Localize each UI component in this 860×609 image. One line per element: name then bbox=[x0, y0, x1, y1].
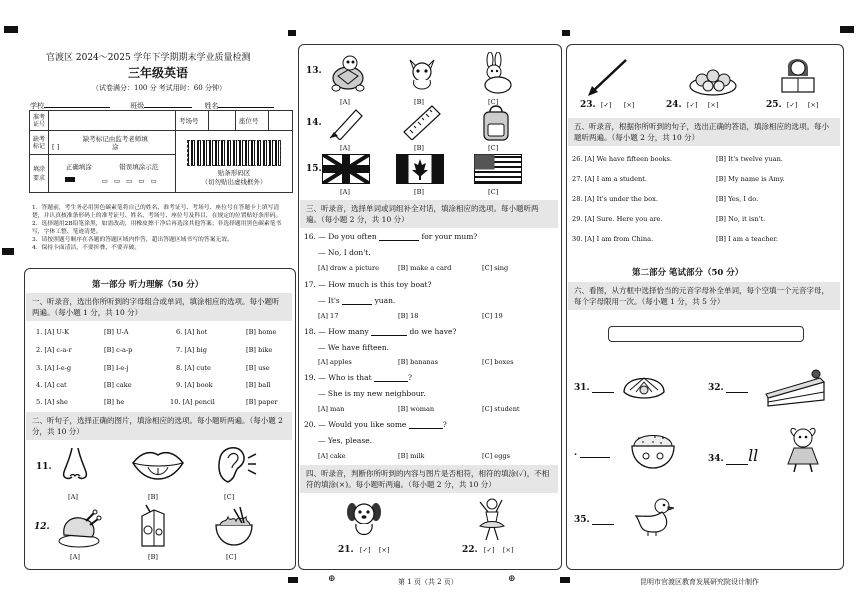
q34-blank[interactable] bbox=[726, 464, 748, 465]
ticket-boxes[interactable] bbox=[49, 111, 176, 131]
answer-blank[interactable] bbox=[379, 240, 419, 241]
correct-fill-sample bbox=[65, 177, 75, 182]
q12-option-a[interactable]: [A] bbox=[70, 553, 80, 561]
dialog-option-c[interactable]: [C] 19 bbox=[482, 312, 503, 320]
canada-flag-picture bbox=[396, 154, 444, 184]
option-b[interactable]: [B] home bbox=[246, 328, 277, 336]
q11-option-a[interactable]: [A] bbox=[68, 493, 78, 501]
option-a[interactable]: [A] pencil bbox=[182, 398, 215, 406]
q32-number: 32. bbox=[708, 383, 724, 393]
q35-number: 35. bbox=[574, 515, 590, 525]
section6-heading: 六、看图，从方框中选择恰当的元音字母补全单词，每个空填一个元音字母，每个字母限用一次。（每小题 1 分，共 5 分） bbox=[568, 282, 840, 310]
dialog-reply-end: yuan. bbox=[374, 296, 396, 305]
instructions bbox=[32, 204, 290, 252]
dialog-option-b[interactable]: [B] 18 bbox=[398, 312, 419, 320]
q25-number: 25. bbox=[766, 100, 782, 110]
pencil-picture bbox=[326, 104, 366, 140]
option-b[interactable]: [B] ball bbox=[246, 381, 271, 389]
girl-reading-picture bbox=[778, 54, 820, 96]
page-number: 第 1 页（共 2 页） bbox=[398, 578, 458, 586]
q21-number: 21. bbox=[338, 545, 354, 555]
option-b[interactable]: [B] paper bbox=[246, 398, 278, 406]
dog-picture bbox=[344, 500, 384, 540]
dialog-question: 20. — Would you like some bbox=[304, 420, 407, 429]
dialog-reply: — Yes, please. bbox=[318, 436, 373, 445]
option-a[interactable]: [A] hot bbox=[184, 328, 208, 336]
dialog-option-a[interactable]: [A] apples bbox=[318, 358, 352, 366]
duck-picture bbox=[632, 494, 676, 538]
q21-tick[interactable]: [✓] bbox=[359, 546, 371, 554]
roast-chicken-picture bbox=[56, 507, 102, 549]
option-b[interactable]: [B] U-A bbox=[104, 328, 129, 336]
brush-picture bbox=[586, 56, 630, 96]
section4-heading: 四、听录音，判断你所听到的内容与图片是否相符，相符的填涂(✓)，不相符的填涂(×)。每小题听两遍。（每小题 2 分，共 10 分） bbox=[300, 465, 558, 493]
q-number: 10. bbox=[170, 398, 181, 406]
answer-blank[interactable] bbox=[409, 428, 443, 429]
dialog-option-c[interactable]: [C] eggs bbox=[482, 452, 511, 460]
ruler-picture bbox=[402, 104, 442, 140]
q33-blank[interactable] bbox=[580, 457, 610, 458]
q-number: 6. bbox=[176, 328, 183, 336]
q-number: 29. bbox=[572, 215, 583, 223]
room-label: 考场号 bbox=[176, 111, 209, 131]
footer-org: 昆明市官渡区教育发展研究院设计制作 bbox=[640, 578, 759, 586]
q23-number: 23. bbox=[580, 100, 596, 110]
q-number: 4. bbox=[36, 381, 43, 389]
dialog-question-end: for your mum? bbox=[421, 232, 478, 241]
q14-option-c[interactable]: [C] bbox=[488, 144, 499, 152]
q-number: 9. bbox=[176, 381, 183, 389]
q14-number: 14. bbox=[306, 118, 322, 128]
dialog-reply: — No, I don't. bbox=[318, 248, 371, 257]
dialog-question-end: ? bbox=[442, 420, 447, 429]
class-label: 班级 bbox=[130, 102, 145, 110]
candidate-info-table bbox=[29, 110, 293, 193]
q-number: 30. bbox=[572, 235, 583, 243]
section2-heading: 二、听句子，选择正确的图片，填涂相应的选项。每小题听两遍。（每小题 2 分，共 10 分） bbox=[26, 412, 292, 440]
option-b[interactable]: [B] cake bbox=[104, 381, 132, 389]
registration-mark bbox=[288, 30, 296, 36]
q24-number: 24. bbox=[666, 100, 682, 110]
footer-right-icon: ⊕ bbox=[508, 574, 516, 584]
option-b[interactable]: [B] he bbox=[104, 398, 125, 406]
q21-row bbox=[338, 545, 389, 555]
dumplings-plate-picture bbox=[688, 62, 738, 98]
name-field[interactable] bbox=[218, 107, 274, 108]
option-a[interactable]: [A] big bbox=[184, 346, 207, 354]
seat-label: 座位号 bbox=[236, 111, 269, 131]
dialog-reply: — We have fifteen. bbox=[318, 343, 390, 352]
q34-handwritten-letters: ll bbox=[748, 446, 759, 465]
seat-field[interactable] bbox=[269, 111, 293, 131]
option-b[interactable]: [B] bike bbox=[246, 346, 273, 354]
q31-number: 31. bbox=[574, 383, 590, 393]
q13-option-b[interactable]: [B] bbox=[414, 98, 424, 106]
shell-picture bbox=[620, 364, 668, 404]
mouth-picture bbox=[130, 447, 186, 483]
room-field[interactable] bbox=[209, 111, 236, 131]
usa-flag-picture bbox=[474, 154, 522, 184]
q-number: 28. bbox=[572, 195, 583, 203]
schoolbag-picture bbox=[480, 104, 512, 142]
instruction-item: 3．请按照题号顺序在各题的答题区域内作答，超出答题区域书写的答案无效。 bbox=[32, 237, 233, 243]
dialog-question-end: ? bbox=[408, 373, 413, 382]
absent-label: 缺考标记 bbox=[30, 131, 49, 155]
ear-picture bbox=[214, 444, 258, 486]
exam-title: 官渡区 2024～2025 学年下学期期末学业质量检测 bbox=[46, 53, 251, 63]
dialog-option-b[interactable]: [B] milk bbox=[398, 452, 425, 460]
q22-tick[interactable]: [✓] bbox=[483, 546, 495, 554]
uk-flag-picture bbox=[322, 154, 370, 184]
answer-option-b[interactable]: [B] It's twelve yuan. bbox=[716, 155, 783, 163]
ticket-label: 准考证号 bbox=[30, 111, 49, 131]
section5-heading: 五、听录音，根据你所听到的句子，选出正确的答语，填涂相应的选项。每小题听两遍。（每小题 2 分，共 10 分） bbox=[568, 118, 840, 146]
option-a[interactable]: [A] c-a-r bbox=[44, 346, 72, 354]
cat-picture bbox=[404, 54, 440, 94]
answer-option-b[interactable]: [B] No, it isn't. bbox=[716, 215, 766, 223]
option-a[interactable]: [A] l-e-g bbox=[44, 364, 72, 372]
q32-blank[interactable] bbox=[726, 392, 748, 393]
absent-box[interactable]: [ ] bbox=[52, 142, 60, 151]
part1-title: 第一部分 听力理解（50 分） bbox=[92, 280, 204, 290]
dialog-option-c[interactable]: [C] sing bbox=[482, 264, 509, 272]
option-a[interactable]: [A] cute bbox=[184, 364, 211, 372]
option-a[interactable]: [A] she bbox=[44, 398, 68, 406]
answer-option-a[interactable]: [A] It's under the box. bbox=[584, 195, 658, 203]
answer-option-a[interactable]: [A] I am a student. bbox=[584, 175, 648, 183]
barcode-label: 贴条形码区 bbox=[217, 168, 251, 177]
q35-row bbox=[574, 515, 614, 525]
answer-option-a[interactable]: [A] Sure. Here you are. bbox=[584, 215, 663, 223]
dialog-question: 17. — How much is this toy boat? bbox=[304, 280, 432, 289]
section1-heading: 一、听录音，选出你所听到的字母组合或单词，填涂相应的选项。每小题听两遍。（每小题 1 分，共 10 分） bbox=[26, 293, 292, 321]
part2-title: 第二部分 笔试部分（50 分） bbox=[632, 268, 744, 278]
correct-fill-label: 正确填涂 bbox=[65, 163, 92, 171]
q12-option-c[interactable]: [C] bbox=[226, 553, 237, 561]
q14-option-a[interactable]: [A] bbox=[340, 144, 350, 152]
dialog-question: 16. — Do you often bbox=[304, 232, 377, 241]
instruction-item: 4．保持卡面清洁，不要折叠、不要弄破。 bbox=[32, 245, 141, 251]
registration-mark bbox=[288, 577, 298, 583]
q12-number: 12. bbox=[34, 522, 50, 532]
answer-blank[interactable] bbox=[342, 304, 372, 305]
school-label: 学校 bbox=[30, 102, 44, 110]
dialog-option-a[interactable]: [A] cake bbox=[318, 452, 346, 460]
q33-row bbox=[574, 448, 610, 458]
q13-number: 13. bbox=[306, 66, 322, 76]
q25-tick[interactable]: [✓] bbox=[786, 101, 798, 109]
q25-cross[interactable]: [×] bbox=[807, 101, 819, 109]
wrong-fill-samples: ▭ ▭ ▭ ▭ ▭ bbox=[101, 177, 159, 185]
q23-row bbox=[580, 100, 634, 110]
dialog-option-c[interactable]: [C] student bbox=[482, 405, 520, 413]
dialog-option-a[interactable]: [A] man bbox=[318, 405, 345, 413]
q15-option-b[interactable]: [B] bbox=[414, 188, 424, 196]
name-label: 姓名 bbox=[204, 102, 219, 110]
juice-box-picture bbox=[138, 504, 168, 550]
q-number: 27. bbox=[572, 175, 583, 183]
instruction-item: 1．答题前，考生务必用黑色碳素笔将自己的姓名、准考证号、考场号、座位号在答题卡上填写清楚，并认真核准条形码上的准考证号、姓名、考场号、座位号及科目，在规定的位置贴好条形码。 bbox=[32, 205, 282, 219]
q15-number: 15. bbox=[306, 164, 322, 174]
q15-option-a[interactable]: [A] bbox=[340, 188, 350, 196]
subject-title: 三年级英语 bbox=[128, 66, 189, 80]
q22-number: 22. bbox=[462, 545, 478, 555]
q21-cross[interactable]: [×] bbox=[378, 546, 390, 554]
q31-row bbox=[574, 383, 614, 393]
q-number: 26. bbox=[572, 155, 583, 163]
q-number: 3. bbox=[36, 364, 43, 372]
q35-blank[interactable] bbox=[592, 524, 614, 525]
dialog-reply: — She is my new neighbour. bbox=[318, 389, 426, 398]
dialog-option-b[interactable]: [B] bananas bbox=[398, 358, 438, 366]
registration-mark bbox=[4, 26, 18, 33]
answer-blank[interactable] bbox=[371, 335, 407, 336]
answer-option-a[interactable]: [A] We have fifteen books. bbox=[584, 155, 673, 163]
q23-tick[interactable]: [✓] bbox=[600, 101, 612, 109]
dialog-question: 18. — How many bbox=[304, 327, 369, 336]
rabbit-picture bbox=[476, 52, 516, 94]
option-a[interactable]: [A] cat bbox=[44, 381, 67, 389]
fill-label: 填涂要求 bbox=[30, 155, 49, 193]
q12-option-b[interactable]: [B] bbox=[148, 553, 158, 561]
answer-option-a[interactable]: [A] I am from China. bbox=[584, 235, 654, 243]
absent-note: 缺考标记由监考老师填涂 bbox=[82, 134, 148, 151]
answer-option-b[interactable]: [B] Yes, I do. bbox=[716, 195, 759, 203]
section3-heading: 三、听录音，选择单词或词组补全对话，填涂相应的选项。每小题听两遍。（每小题 2 分，共 10 分） bbox=[300, 200, 558, 228]
dialog-question-end: do we have? bbox=[409, 327, 457, 336]
dialog-option-a[interactable]: [A] draw a picture bbox=[318, 264, 380, 272]
dialog-reply: — It's bbox=[318, 296, 340, 305]
registration-mark bbox=[560, 577, 570, 583]
q15-option-c[interactable]: [C] bbox=[488, 188, 499, 196]
q-number: 2. bbox=[36, 346, 43, 354]
fill-examples bbox=[49, 155, 176, 193]
q34-row bbox=[708, 446, 758, 465]
q24-tick[interactable]: [✓] bbox=[686, 101, 698, 109]
wrong-fill-label: 错误填涂示范 bbox=[119, 163, 159, 171]
q25-row bbox=[766, 100, 818, 110]
footer-left-icon: ⊕ bbox=[328, 574, 336, 584]
dialog-question: 19. — Who is that bbox=[304, 373, 372, 382]
dialog-option-c[interactable]: [C] boxes bbox=[482, 358, 514, 366]
class-field[interactable] bbox=[144, 107, 192, 108]
absent-cell[interactable] bbox=[49, 131, 176, 155]
instruction-item: 2．选择题用2B铅笔涂黑，如需改动，用橡皮擦干净后再选涂其他答案；非选择题用黑色碳素笔书写，字体工整、笔迹清楚。 bbox=[32, 221, 282, 235]
answer-option-b[interactable]: [B] My name is Amy. bbox=[716, 175, 785, 183]
rice-bowl-picture bbox=[628, 428, 678, 472]
registration-mark bbox=[840, 26, 854, 33]
dancing-girl-picture bbox=[474, 496, 508, 542]
dialog-option-a[interactable]: [A] 17 bbox=[318, 312, 339, 320]
dialog-option-b[interactable]: [B] woman bbox=[398, 405, 435, 413]
q23-cross[interactable]: [×] bbox=[623, 101, 635, 109]
q11-option-c[interactable]: [C] bbox=[224, 493, 235, 501]
registration-mark bbox=[562, 30, 570, 36]
noodles-bowl-picture bbox=[212, 505, 256, 549]
doll-picture bbox=[782, 426, 824, 474]
q32-row bbox=[708, 383, 748, 393]
q22-row bbox=[462, 545, 513, 555]
cake-slice-picture bbox=[764, 364, 830, 408]
school-field[interactable] bbox=[44, 107, 110, 108]
q33-number: . bbox=[574, 448, 578, 458]
answer-blank[interactable] bbox=[374, 381, 408, 382]
q24-row bbox=[666, 100, 718, 110]
turtle-picture bbox=[326, 54, 370, 94]
registration-mark bbox=[2, 248, 14, 255]
q14-option-b[interactable]: [B] bbox=[414, 144, 424, 152]
q34-number: 34. bbox=[708, 454, 724, 464]
option-a[interactable]: [A] U-K bbox=[44, 328, 70, 336]
q11-number: 11. bbox=[36, 462, 52, 472]
q22-cross[interactable]: [×] bbox=[502, 546, 514, 554]
barcode bbox=[187, 140, 281, 166]
answer-option-b[interactable]: [B] I am a teacher. bbox=[716, 235, 778, 243]
q-number: 8. bbox=[176, 364, 183, 372]
exam-info: （试卷满分：100 分 考试用时：60 分钟） bbox=[92, 84, 226, 92]
q13-option-a[interactable]: [A] bbox=[340, 98, 350, 106]
q13-option-c[interactable]: [C] bbox=[488, 98, 499, 106]
q-number: 5. bbox=[36, 398, 43, 406]
q24-cross[interactable]: [×] bbox=[707, 101, 719, 109]
q31-blank[interactable] bbox=[592, 392, 614, 393]
option-b[interactable]: [B] c-a-p bbox=[104, 346, 133, 354]
q-number: 7. bbox=[176, 346, 183, 354]
option-b[interactable]: [B] use bbox=[246, 364, 270, 372]
barcode-note: （切勿贴出虚线框外） bbox=[201, 177, 267, 186]
option-a[interactable]: [A] book bbox=[184, 381, 213, 389]
dialog-option-b[interactable]: [B] make a card bbox=[398, 264, 452, 272]
nose-picture bbox=[58, 446, 92, 484]
q-number: 1. bbox=[36, 328, 43, 336]
vowel-choice-box bbox=[608, 326, 804, 342]
barcode-area bbox=[176, 131, 293, 193]
option-b[interactable]: [B] l-e-j bbox=[104, 364, 129, 372]
q11-option-b[interactable]: [B] bbox=[148, 493, 158, 501]
